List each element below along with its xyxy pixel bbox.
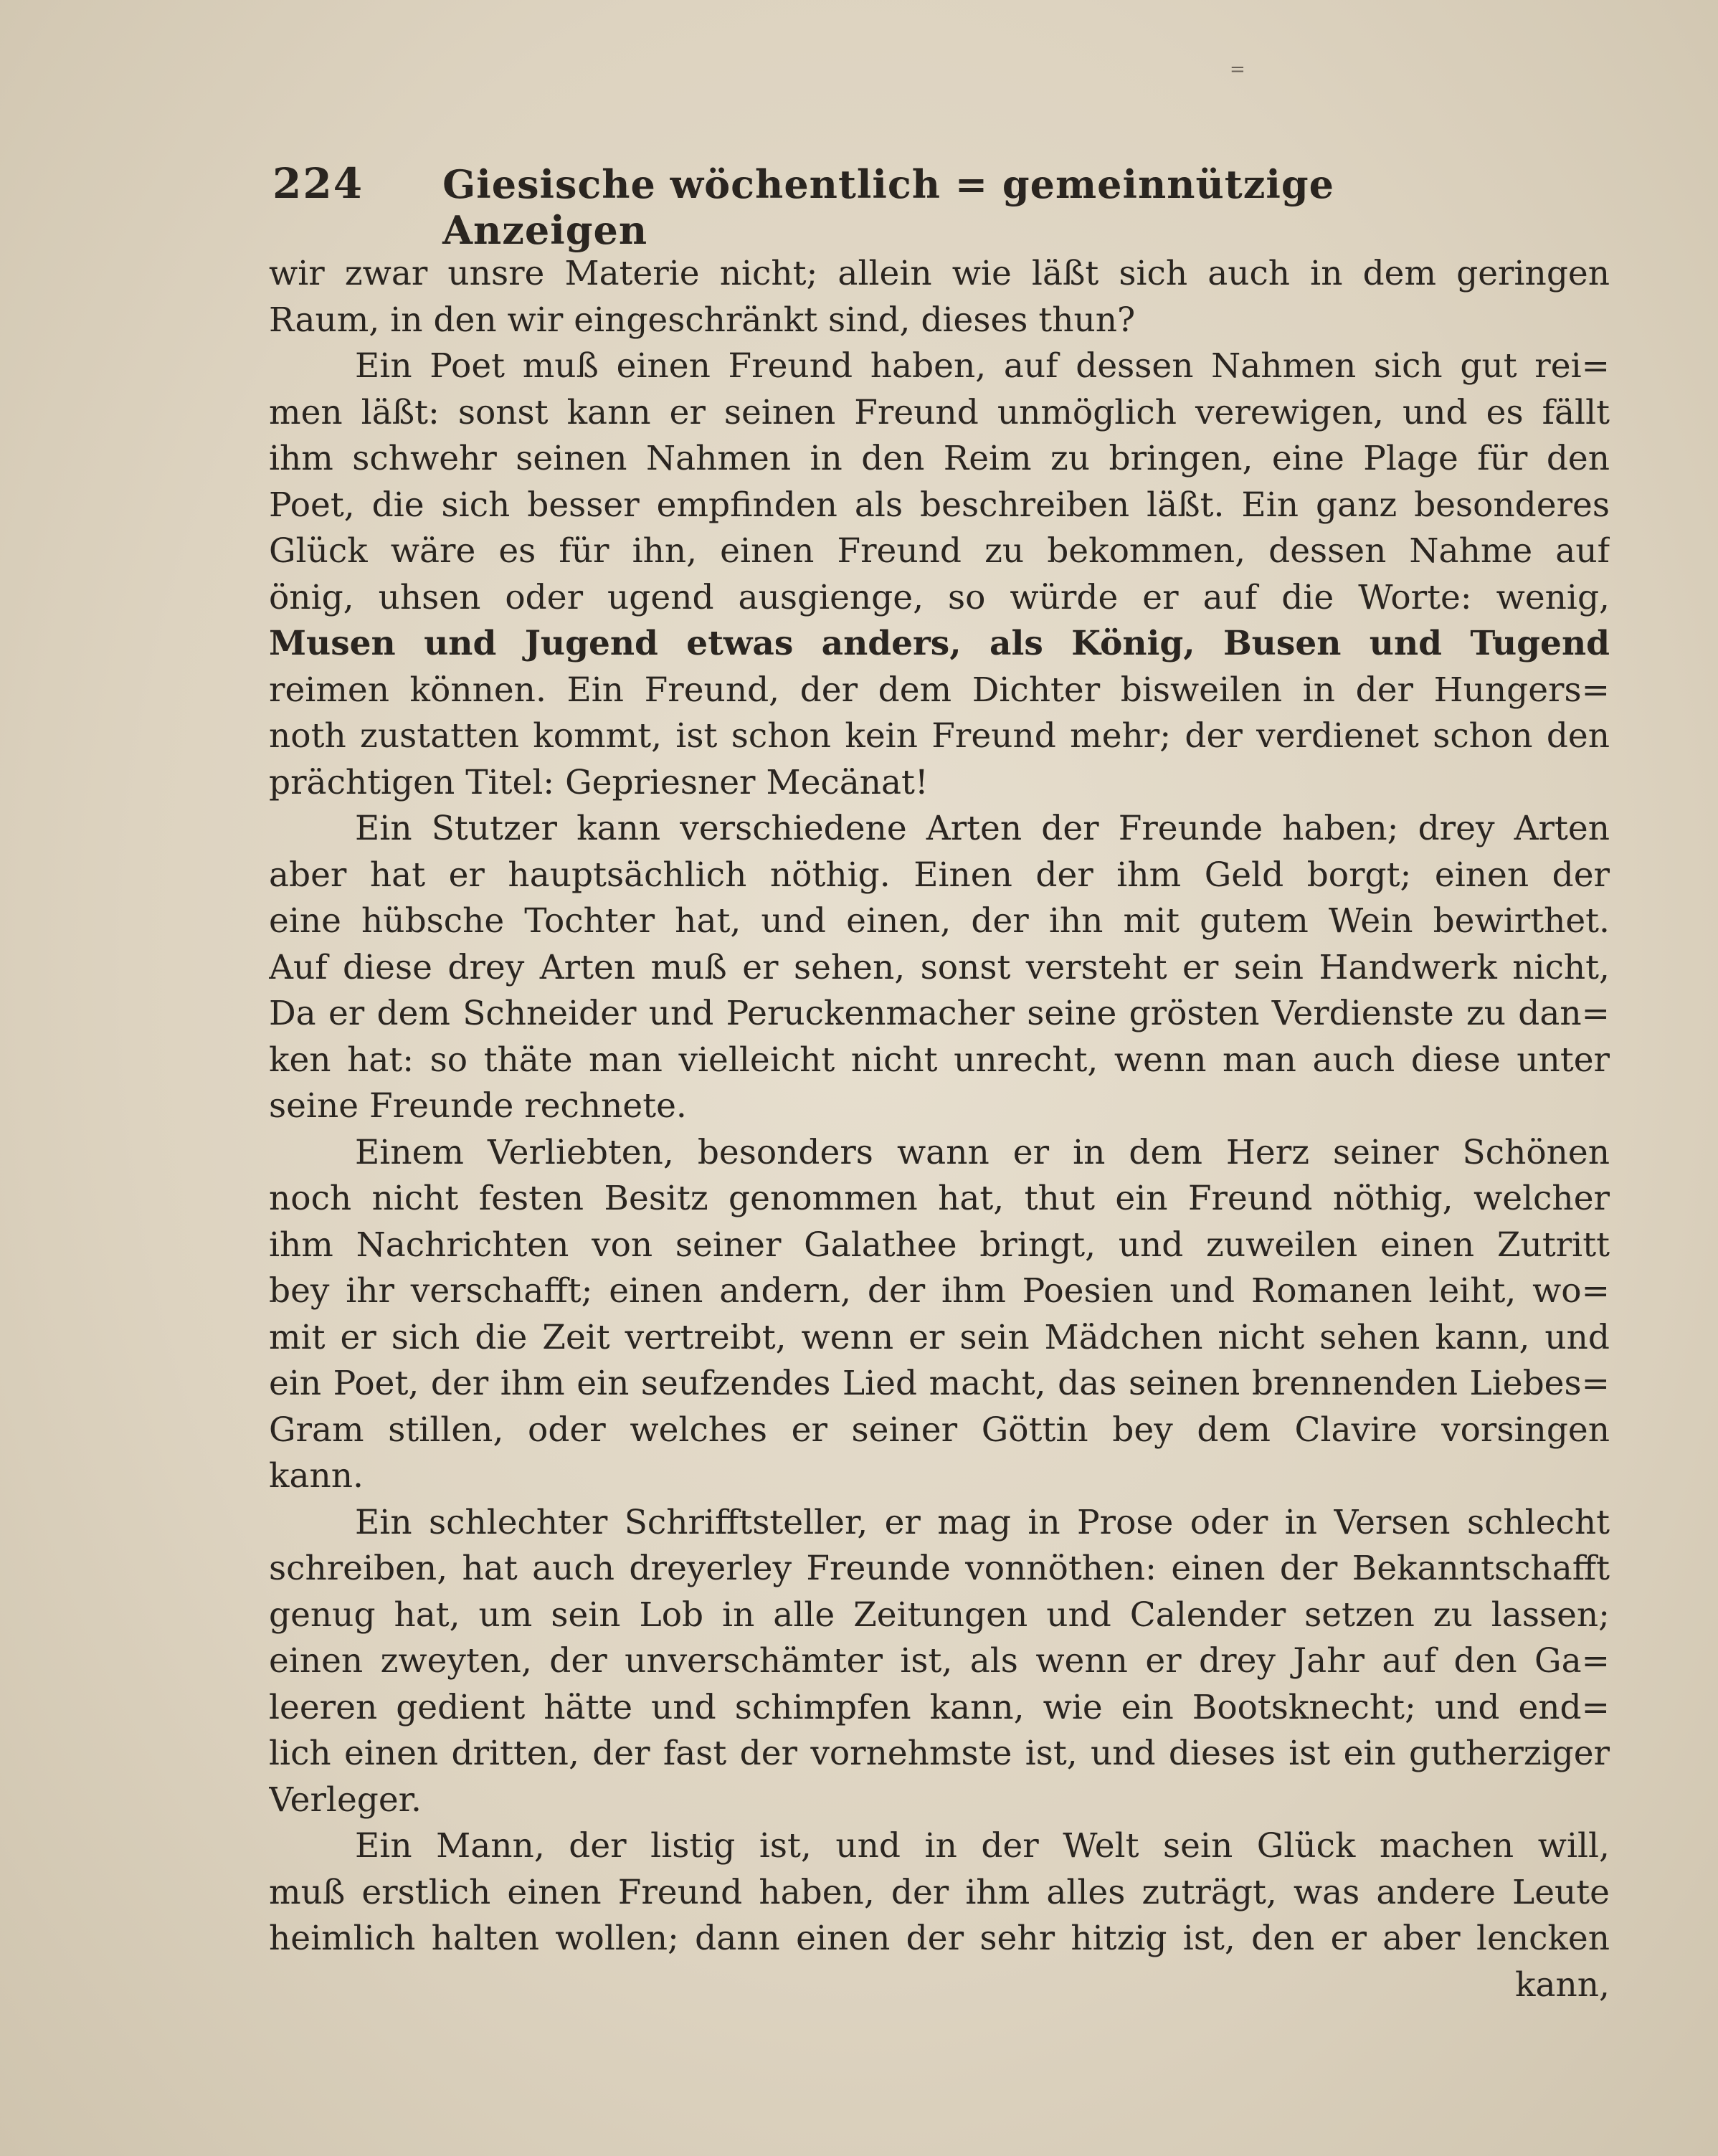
text-line: aber hat er hauptsächlich nöthig. Einen der ihm Geld borgt; einen der <box>269 855 1610 895</box>
text-line: noch nicht festen Besitz genommen hat, thut ein Freund nöthig, welcher <box>269 1179 1610 1218</box>
text-line: Poet, die sich besser empfinden als beschreiben läßt. Ein ganz besonderes <box>269 485 1610 525</box>
printer-mark: = <box>1230 59 1245 80</box>
text-line: Ein Stutzer kann verschiedene Arten der Freunde haben; drey Arten <box>355 809 1610 848</box>
text-line: ihm Nachrichten von seiner Galathee bringt, und zuweilen einen Zutritt <box>269 1225 1610 1265</box>
text-line: ihm schwehr seinen Nahmen in den Reim zu bringen, eine Plage für den <box>269 439 1610 478</box>
text-line: Ein Poet muß einen Freund haben, auf dessen Nahmen sich gut rei= <box>355 346 1610 386</box>
text-line: seine Freunde rechnete. <box>269 1086 687 1126</box>
text-line: men läßt: sonst kann er seinen Freund unmöglich verewigen, und es fällt <box>269 392 1610 432</box>
paragraph <box>269 1130 1610 1500</box>
paragraph <box>269 343 1610 806</box>
page-number: 224 <box>272 159 364 208</box>
text-line: ken hat: so thäte man vielleicht nicht unrecht, wenn man auch diese unter <box>269 1040 1610 1080</box>
paragraph <box>269 251 1610 343</box>
body-text <box>269 251 1610 2008</box>
catchword: kann, <box>1515 1965 1610 2005</box>
text-line: Verleger. <box>269 1780 422 1820</box>
text-line: Glück wäre es für ihn, einen Freund zu bekommen, dessen Nahme auf <box>269 531 1610 571</box>
text-line: leeren gedient hätte und schimpfen kann, wie ein Bootsknecht; und end= <box>269 1687 1610 1727</box>
text-line: Ein Mann, der listig ist, und in der Welt sein Glück machen will, <box>355 1826 1610 1866</box>
text-line: schreiben, hat auch dreyerley Freunde vonnöthen: einen der Bekanntschafft <box>269 1549 1610 1588</box>
text-line: prächtigen Titel: Gepriesner Mecänat! <box>269 762 929 802</box>
text-line: bey ihr verschafft; einen andern, der ihm Poesien und Romanen leiht, wo= <box>269 1271 1610 1311</box>
paragraph <box>269 1823 1610 1962</box>
text-line: reimen können. Ein Freund, der dem Dichter bisweilen in der Hungers= <box>269 670 1610 710</box>
text-line: eine hübsche Tochter hat, und einen, der ihn mit gutem Wein bewirthet. <box>269 901 1610 941</box>
text-line: wir zwar unsre Materie nicht; allein wie läßt sich auch in dem geringen <box>269 254 1610 293</box>
paragraph <box>269 1500 1610 1824</box>
page-header <box>272 159 1456 253</box>
text-line: Einem Verliebten, besonders wann er in dem Herz seiner Schönen <box>355 1132 1610 1172</box>
text-line: heimlich halten wollen; dann einen der sehr hitzig ist, den er aber lencken <box>269 1919 1610 1958</box>
text-line: noth zustatten kommt, ist schon kein Freund mehr; der verdienet schon den <box>269 716 1610 756</box>
running-title: Giesische wöchentlich = gemeinnützige Anzeigen <box>442 161 1335 253</box>
text-line: einen zweyten, der unverschämter ist, als wenn er drey Jahr auf den Ga= <box>269 1641 1610 1681</box>
text-line: Musen und Jugend etwas anders, als König, Busen und Tugend <box>269 624 1610 663</box>
text-line: kann. <box>269 1456 364 1496</box>
text-line: mit er sich die Zeit vertreibt, wenn er sein Mädchen nicht sehen kann, und <box>269 1317 1610 1357</box>
text-line: Auf diese drey Arten muß er sehen, sonst versteht er sein Handwerk nicht, <box>269 947 1610 987</box>
text-line: ein Poet, der ihm ein seufzendes Lied macht, das seinen brennenden Liebes= <box>269 1364 1610 1403</box>
text-line: Da er dem Schneider und Peruckenmacher seine grösten Verdienste zu dan= <box>269 994 1610 1033</box>
text-line: muß erstlich einen Freund haben, der ihm alles zuträgt, was andere Leute <box>269 1872 1610 1912</box>
text-line: Gram stillen, oder welches er seiner Göttin bey dem Clavire vorsingen <box>269 1410 1610 1450</box>
text-line: Ein schlechter Schrifftsteller, er mag in Prose oder in Versen schlecht <box>355 1502 1610 1542</box>
text-line: Raum, in den wir eingeschränkt sind, dieses thun? <box>269 300 1136 340</box>
text-line: lich einen dritten, der fast der vornehmste ist, und dieses ist ein gutherziger <box>269 1734 1610 1773</box>
text-line: önig, uhsen oder ugend ausgienge, so würde er auf die Worte: wenig, <box>269 577 1610 617</box>
paragraph <box>269 806 1610 1130</box>
text-line: genug hat, um sein Lob in alle Zeitungen und Calender setzen zu lassen; <box>269 1595 1610 1635</box>
